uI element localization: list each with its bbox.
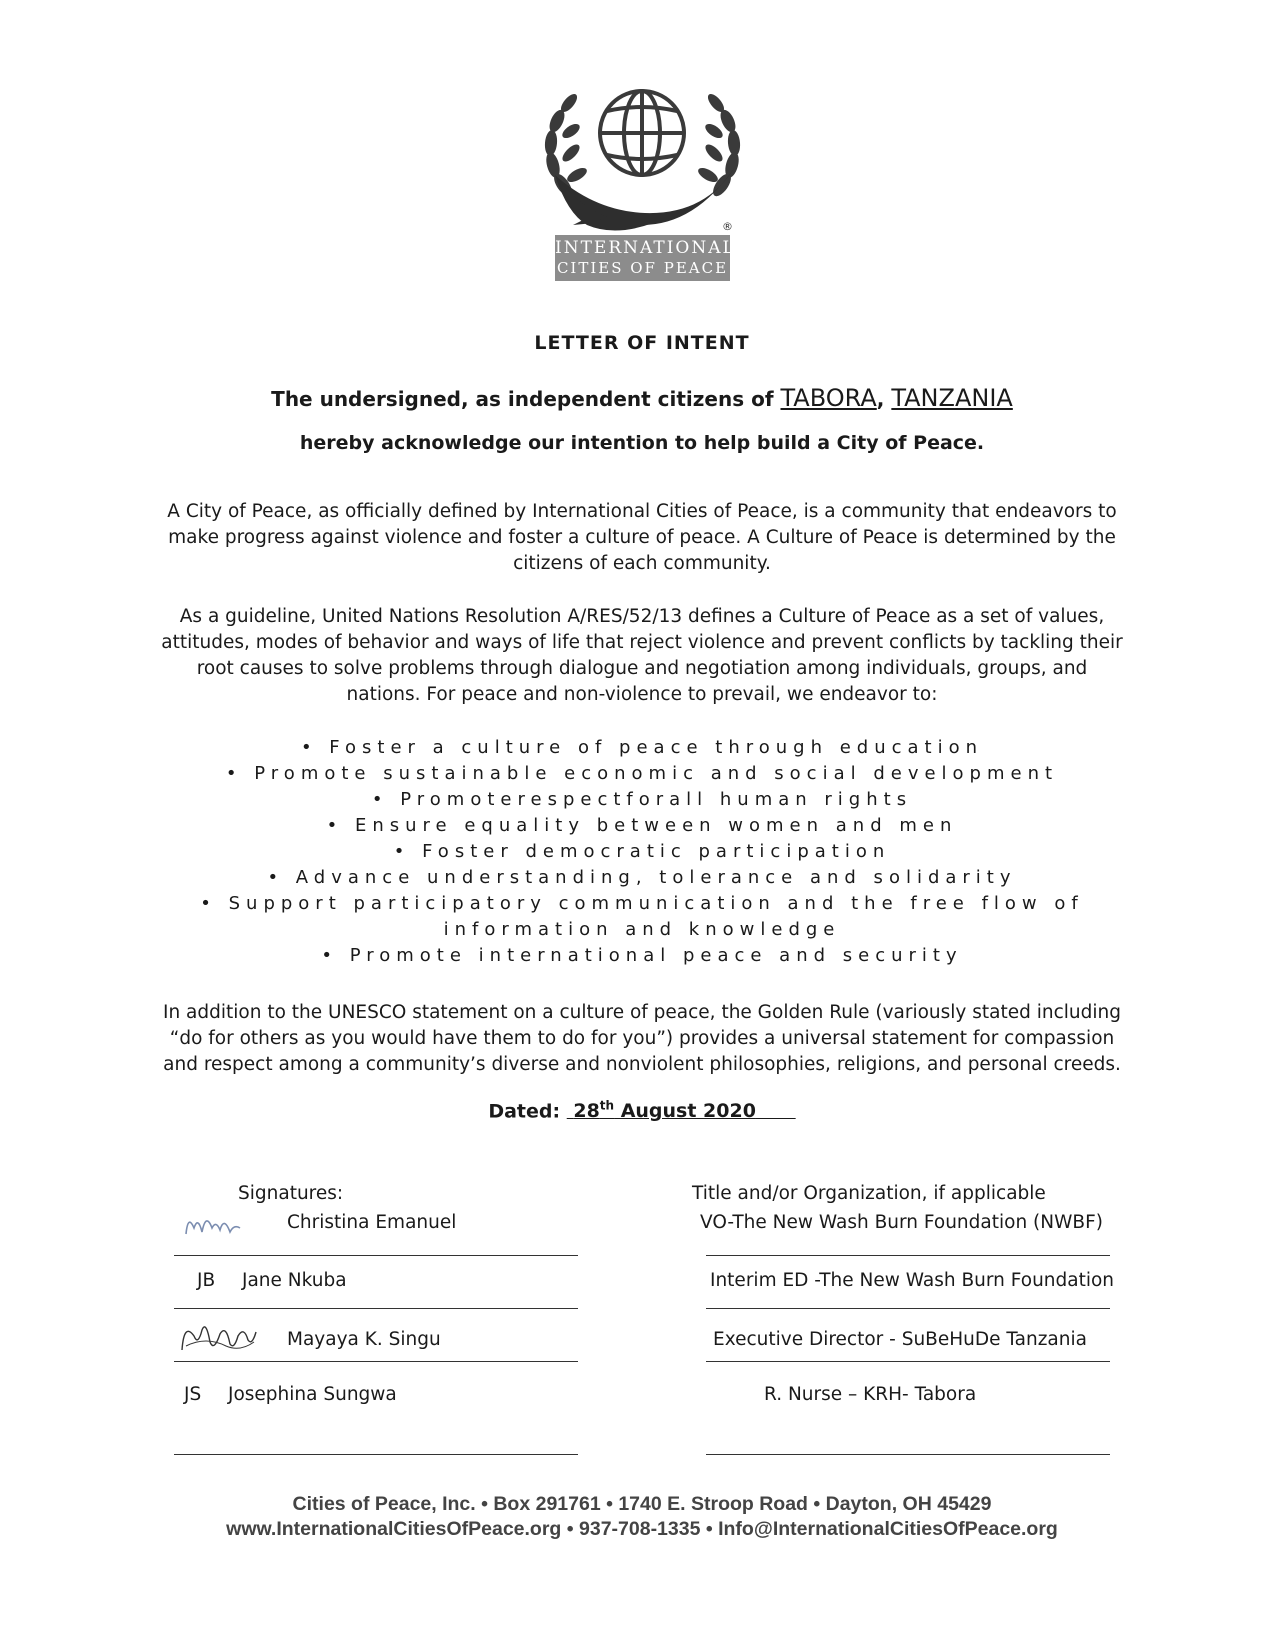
document-title: LETTER OF INTENT (534, 332, 750, 354)
logo-wordmark-plate (555, 235, 736, 281)
registered-mark: ® (722, 220, 733, 233)
title-line (706, 1255, 1110, 1256)
list-item: • Promote international peace and security (180, 943, 1104, 969)
guideline-paragraph: As a guideline, United Nations Resolution A/RES/52/13 defines a Culture of Peace as a set of values, attitudes, modes of behavior and ways of life that reject violence and prevent conflicts by tackling their root causes to solve problems through dialogue and negotiation among individuals, groups, and nations. For peace and non-violence to prevail, we endeavor to: (161, 606, 1123, 705)
signature-scribble-3 (176, 1316, 262, 1358)
date-day: 28 (573, 1100, 600, 1123)
signer-name-2: Jane Nkuba (242, 1270, 347, 1291)
intro-line-1 (0, 384, 1284, 412)
signature-line (174, 1308, 578, 1309)
intro-country: TANZANIA (891, 384, 1013, 412)
signature-line (174, 1361, 578, 1362)
logo-wordmark-line1: INTERNATIONAL (555, 238, 736, 258)
signature-line (174, 1255, 578, 1256)
title-line (706, 1454, 1110, 1455)
logo-wordmark-line2: CITIES OF PEACE (556, 259, 729, 277)
signer-title-4: R. Nurse – KRH- Tabora (764, 1384, 977, 1405)
dated-label: Dated: (488, 1100, 561, 1123)
signatures-header: Signatures: (238, 1183, 344, 1204)
signer-name-1: Christina Emanuel (287, 1212, 457, 1233)
title-line (706, 1308, 1110, 1309)
signer-title-3: Executive Director - SuBeHuDe Tanzania (713, 1329, 1087, 1350)
list-item: • Foster a culture of peace through education (180, 735, 1104, 761)
list-item: • Promote sustainable economic and social development (180, 761, 1104, 787)
list-item: • Advance understanding, tolerance and solidarity (180, 865, 1104, 891)
list-item: • Ensure equality between women and men (180, 813, 1104, 839)
footer-address: Cities of Peace, Inc. • Box 291761 • 1740 E. Stroop Road • Dayton, OH 45429 (292, 1493, 992, 1515)
intro-separator: , (876, 387, 892, 411)
list-item: • Foster democratic participation (180, 839, 1104, 865)
peace-goals-list (180, 735, 1104, 969)
footer-contact: www.InternationalCitiesOfPeace.org • 937-708-1335 • Info@InternationalCitiesOfPeace.org (226, 1518, 1058, 1540)
globe-dove-laurel-icon (535, 75, 750, 235)
signer-initials-4: JS (184, 1384, 202, 1405)
signer-name-4: Josephina Sungwa (228, 1384, 397, 1405)
signature-line (174, 1454, 578, 1455)
title-organization-header: Title and/or Organization, if applicable (692, 1183, 1046, 1204)
signature-scribble-1 (178, 1206, 248, 1242)
signer-name-3: Mayaya K. Singu (287, 1329, 441, 1350)
list-item: • Promoterespectforall human rights (180, 787, 1104, 813)
organization-logo (535, 75, 750, 280)
intro-line-2: hereby acknowledge our intention to help build a City of Peace. (299, 432, 985, 454)
list-item: • Support participatory communication and the free flow of information and knowledge (180, 891, 1104, 943)
intro-prefix: The undersigned, as independent citizens of (271, 387, 781, 411)
dated-line (0, 1099, 1284, 1122)
signer-title-1: VO-The New Wash Burn Foundation (NWBF) (700, 1212, 1103, 1233)
definition-paragraph: A City of Peace, as officially defined by International Cities of Peace, is a community that endeavors to make progress against violence and foster a culture of peace. A Culture of Peace is determined by the citizens of each community. (167, 501, 1117, 574)
signer-initials-2: JB (197, 1270, 216, 1291)
date-month-year: August 2020 (614, 1100, 756, 1123)
signer-title-2: Interim ED -The New Wash Burn Foundation (710, 1270, 1115, 1291)
intro-city: TABORA (780, 384, 877, 412)
date-value (567, 1100, 796, 1122)
golden-rule-paragraph: In addition to the UNESCO statement on a culture of peace, the Golden Rule (variously stated including “do for others as you would have them to do for you”) provides a universal statement for compassion and respect among a community’s diverse and nonviolent philosophies, religions, and personal creeds. (163, 1002, 1121, 1075)
date-day-suffix: th (599, 1099, 615, 1113)
title-line (706, 1361, 1110, 1362)
